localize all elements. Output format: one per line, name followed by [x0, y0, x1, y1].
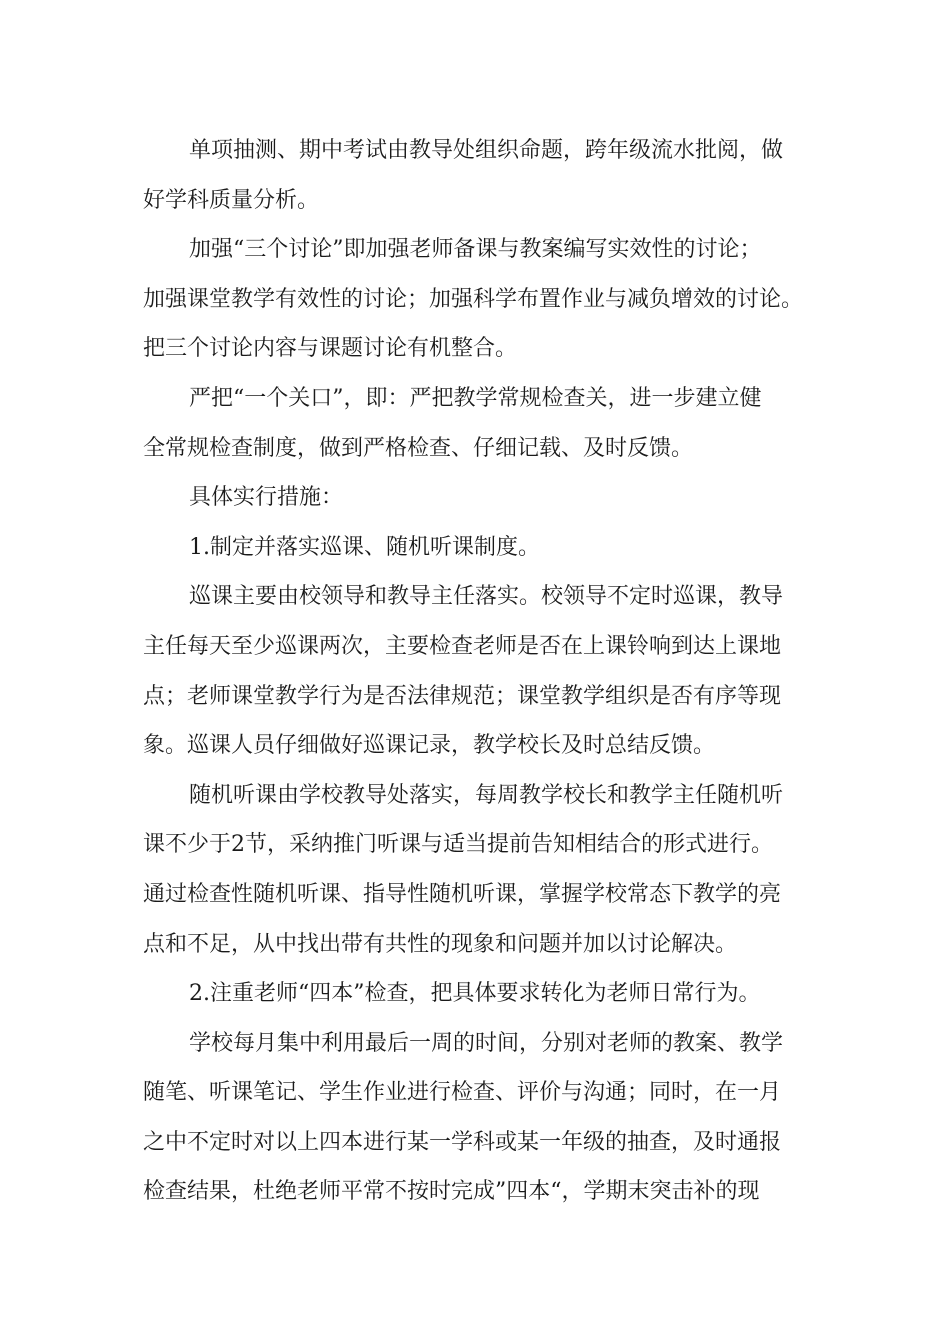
text-line: 巡课主要由校领导和教导主任落实。校领导不定时巡课，教导	[189, 584, 784, 610]
text-line: 全常规检查制度，做到严格检查、仔细记载、及时反馈。	[143, 435, 694, 461]
text-line: 主任每天至少巡课两次，主要检查老师是否在上课铃响到达上课地	[143, 633, 782, 659]
text-line: 加强“三个讨论”即加强老师备课与教案编写实效性的讨论；	[189, 237, 762, 263]
text-line: 2.注重老师“四本”检查，把具体要求转化为老师日常行为。	[189, 981, 761, 1007]
text-line: 加强课堂教学有效性的讨论；加强科学布置作业与减负增效的讨论。	[143, 286, 804, 312]
text-line: 点；老师课堂教学行为是否法律规范；课堂教学组织是否有序等现	[143, 683, 782, 709]
document-body	[143, 126, 813, 1217]
text-line: 具体实行措施：	[189, 485, 344, 511]
text-line: 单项抽测、期中考试由教导处组织命题，跨年级流水批阅，做	[189, 138, 784, 163]
text-line: 之中不定时对以上四本进行某一学科或某一年级的抽查，及时通报	[143, 1129, 782, 1155]
text-line: 1.制定并落实巡课、随机听课制度。	[189, 534, 540, 560]
text-line: 象。巡课人员仔细做好巡课记录，教学校长及时总结反馈。	[143, 733, 716, 759]
text-line: 把三个讨论内容与课题讨论有机整合。	[143, 336, 518, 362]
text-line: 通过检查性随机听课、指导性随机听课，掌握学校常态下教学的亮	[143, 881, 782, 907]
text-line: 点和不足，从中找出带有共性的现象和问题并加以讨论解决。	[143, 931, 738, 957]
text-line: 好学科质量分析。	[143, 187, 320, 213]
text-line: 严把“一个关口”，即：严把教学常规检查关，进一步建立健	[189, 385, 762, 411]
text-line: 随笔、听课笔记、学生作业进行检查、评价与沟通；同时，在一月	[143, 1080, 782, 1106]
text-line: 随机听课由学校教导处落实，每周教学校长和教学主任随机听	[189, 782, 784, 808]
text-line: 课不少于2节，采纳推门听课与适当提前告知相结合的形式进行。	[143, 832, 773, 858]
text-line: 检查结果，杜绝老师平常不按时完成”四本“，学期末突击补的现	[143, 1179, 760, 1205]
text-line: 学校每月集中利用最后一周的时间，分别对老师的教案、教学	[189, 1030, 784, 1056]
